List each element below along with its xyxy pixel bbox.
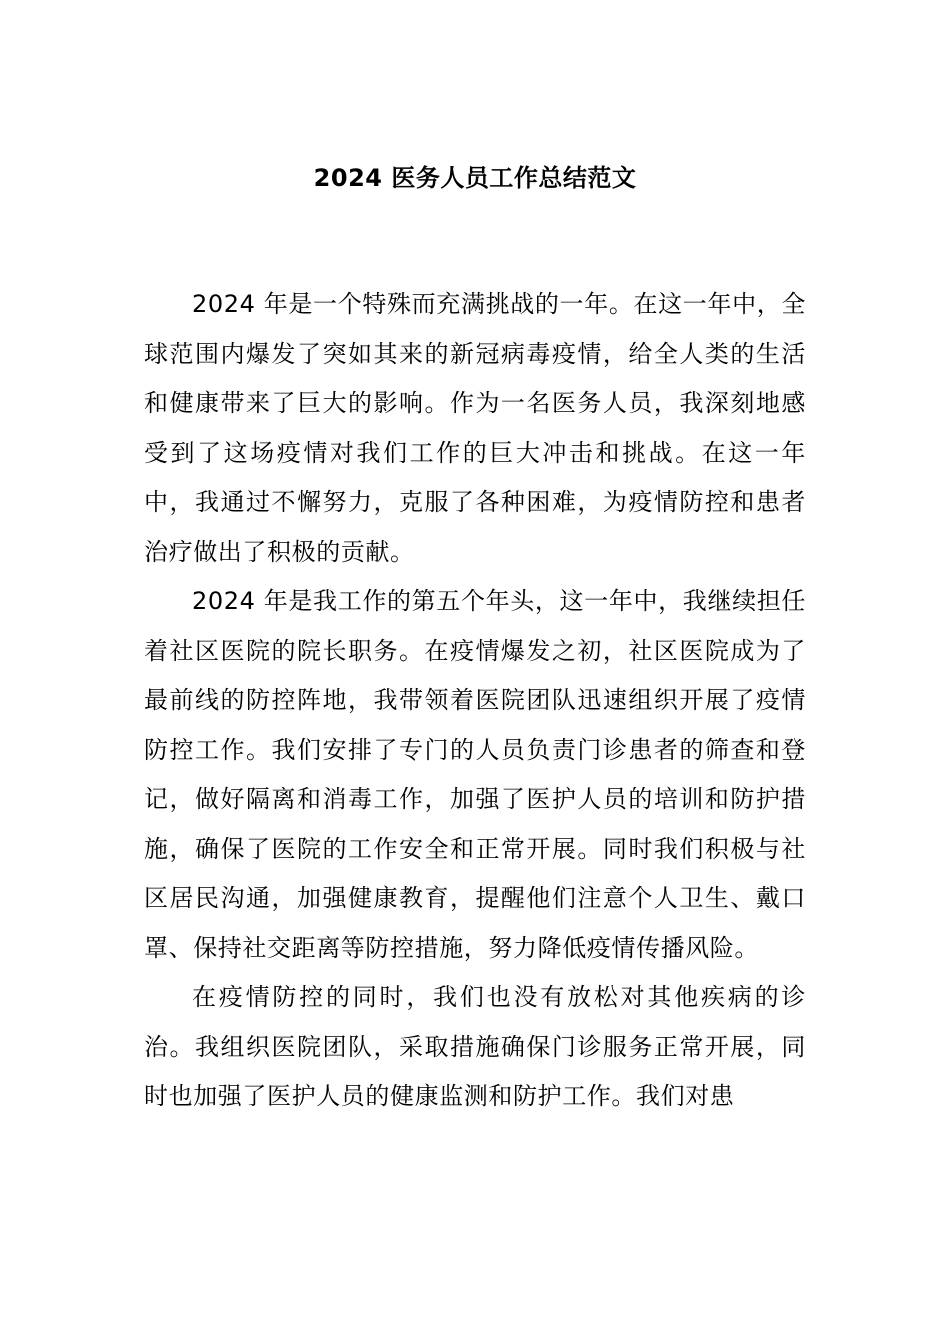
paragraph-2: 2024 年是我工作的第五个年头，这一年中，我继续担任着社区医院的院长职务。在疫情爆发之初，社区医院成为了最前线的防控阵地，我带领着医院团队迅速组织开展了疫情防控工作。我们安排了专门的人员负责门诊患者的筛查和登记，做好隔离和消毒工作，加强了医护人员的培训和防护措施，确保了医院的工作安全和正常开展。同时我们积极与社区居民沟通，加强健康教育，提醒他们注意个人卫生、戴口罩、保持社交距离等防控措施，努力降低疫情传播风险。 <box>144 587 806 962</box>
document-body <box>144 280 806 1122</box>
document-title: 2024 医务人员工作总结范文 <box>313 164 637 192</box>
paragraph-1: 2024 年是一个特殊而充满挑战的一年。在这一年中，全球范围内爆发了突如其来的新冠病毒疫情，给全人类的生活和健康带来了巨大的影响。作为一名医务人员，我深刻地感受到了这场疫情对我们工作的巨大冲击和挑战。在这一年中，我通过不懈努力，克服了各种困难，为疫情防控和患者治疗做出了积极的贡献。 <box>144 290 806 566</box>
paragraph-3: 在疫情防控的同时，我们也没有放松对其他疾病的诊治。我组织医院团队，采取措施确保门诊服务正常开展，同时也加强了医护人员的健康监测和防护工作。我们对患 <box>144 983 806 1110</box>
